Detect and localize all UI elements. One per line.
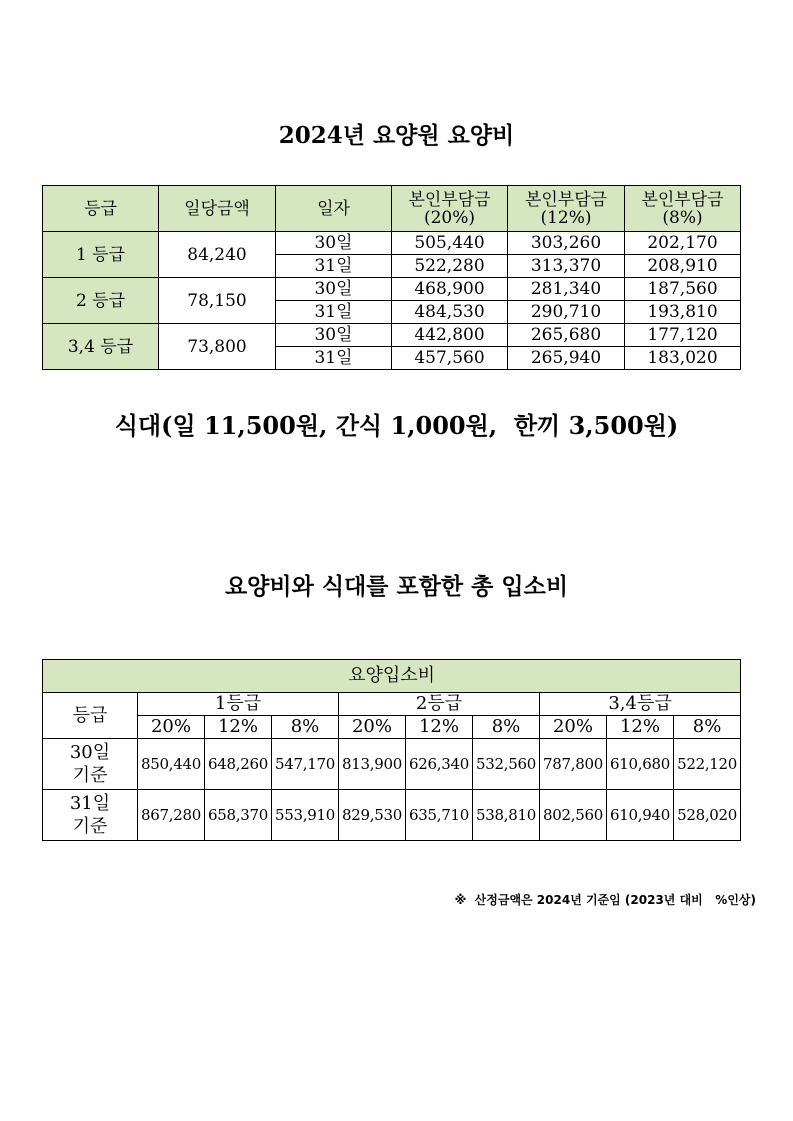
- footnote: ※ 산정금액은 2024년 기준임 (2023년 대비 %인상): [454, 893, 756, 907]
- row-label: 31일 기준: [43, 790, 138, 841]
- section-title: 요양비와 식대를 포함한 총 입소비: [224, 573, 569, 600]
- header-copay-8: 본인부담금 (8%): [625, 186, 741, 232]
- daily-amount-cell: 73,800: [159, 324, 276, 370]
- value-cell: 187,560: [625, 278, 741, 301]
- value-cell: 281,340: [508, 278, 625, 301]
- table-caption: 요양입소비: [43, 660, 741, 693]
- header-rate: 20%: [138, 716, 205, 739]
- value-cell: 183,020: [625, 347, 741, 370]
- value-cell: 850,440: [138, 739, 205, 790]
- value-cell: 265,680: [508, 324, 625, 347]
- care-cost-table: [42, 185, 741, 370]
- rate-header-row: [43, 716, 741, 739]
- value-cell: 802,560: [540, 790, 607, 841]
- grade-cell: 1 등급: [43, 232, 159, 278]
- days-cell: 30일: [276, 278, 392, 301]
- meal-cost-line: 식대(일 11,500원, 간식 1,000원, 한끼 3,500원): [114, 411, 679, 440]
- value-cell: 648,260: [205, 739, 272, 790]
- value-cell: 442,800: [392, 324, 508, 347]
- table-row: [43, 739, 741, 790]
- header-grade-3-4: 3,4등급: [540, 693, 741, 716]
- table-caption-row: [43, 660, 741, 693]
- header-rate: 8%: [473, 716, 540, 739]
- value-cell: 787,800: [540, 739, 607, 790]
- value-cell: 303,260: [508, 232, 625, 255]
- value-cell: 313,370: [508, 255, 625, 278]
- value-cell: 610,680: [607, 739, 674, 790]
- value-cell: 522,280: [392, 255, 508, 278]
- grade-cell: 2 등급: [43, 278, 159, 324]
- value-cell: 484,530: [392, 301, 508, 324]
- value-cell: 202,170: [625, 232, 741, 255]
- value-cell: 610,940: [607, 790, 674, 841]
- value-cell: 547,170: [272, 739, 339, 790]
- value-cell: 457,560: [392, 347, 508, 370]
- value-cell: 468,900: [392, 278, 508, 301]
- header-rate: 20%: [339, 716, 406, 739]
- value-cell: 553,910: [272, 790, 339, 841]
- header-grade-2: 2등급: [339, 693, 540, 716]
- value-cell: 265,940: [508, 347, 625, 370]
- header-rate: 8%: [272, 716, 339, 739]
- grade-cell: 3,4 등급: [43, 324, 159, 370]
- grade-header-row: [43, 693, 741, 716]
- days-cell: 30일: [276, 324, 392, 347]
- value-cell: 813,900: [339, 739, 406, 790]
- value-cell: 505,440: [392, 232, 508, 255]
- days-cell: 31일: [276, 301, 392, 324]
- header-rate: 12%: [205, 716, 272, 739]
- table-row: [43, 790, 741, 841]
- daily-amount-cell: 84,240: [159, 232, 276, 278]
- value-cell: 290,710: [508, 301, 625, 324]
- header-grade-1: 1등급: [138, 693, 339, 716]
- value-cell: 829,530: [339, 790, 406, 841]
- value-cell: 658,370: [205, 790, 272, 841]
- header-grade: 등급: [43, 693, 138, 739]
- value-cell: 538,810: [473, 790, 540, 841]
- value-cell: 522,120: [674, 739, 741, 790]
- value-cell: 193,810: [625, 301, 741, 324]
- days-cell: 31일: [276, 255, 392, 278]
- total-admission-cost-table: [42, 659, 741, 841]
- days-cell: 31일: [276, 347, 392, 370]
- value-cell: 635,710: [406, 790, 473, 841]
- header-grade: 등급: [43, 186, 159, 232]
- header-copay-12: 본인부담금 (12%): [508, 186, 625, 232]
- value-cell: 528,020: [674, 790, 741, 841]
- days-cell: 30일: [276, 232, 392, 255]
- value-cell: 867,280: [138, 790, 205, 841]
- table-row: [43, 324, 741, 347]
- value-cell: 208,910: [625, 255, 741, 278]
- header-rate: 8%: [674, 716, 741, 739]
- header-copay-20: 본인부담금 (20%): [392, 186, 508, 232]
- daily-amount-cell: 78,150: [159, 278, 276, 324]
- table-row: [43, 232, 741, 255]
- value-cell: 532,560: [473, 739, 540, 790]
- header-rate: 12%: [406, 716, 473, 739]
- header-days: 일자: [276, 186, 392, 232]
- value-cell: 177,120: [625, 324, 741, 347]
- page-title: 2024년 요양원 요양비: [278, 122, 515, 149]
- table-header-row: [43, 186, 741, 232]
- header-rate: 20%: [540, 716, 607, 739]
- header-daily-amount: 일당금액: [159, 186, 276, 232]
- header-rate: 12%: [607, 716, 674, 739]
- row-label: 30일 기준: [43, 739, 138, 790]
- value-cell: 626,340: [406, 739, 473, 790]
- table-row: [43, 278, 741, 301]
